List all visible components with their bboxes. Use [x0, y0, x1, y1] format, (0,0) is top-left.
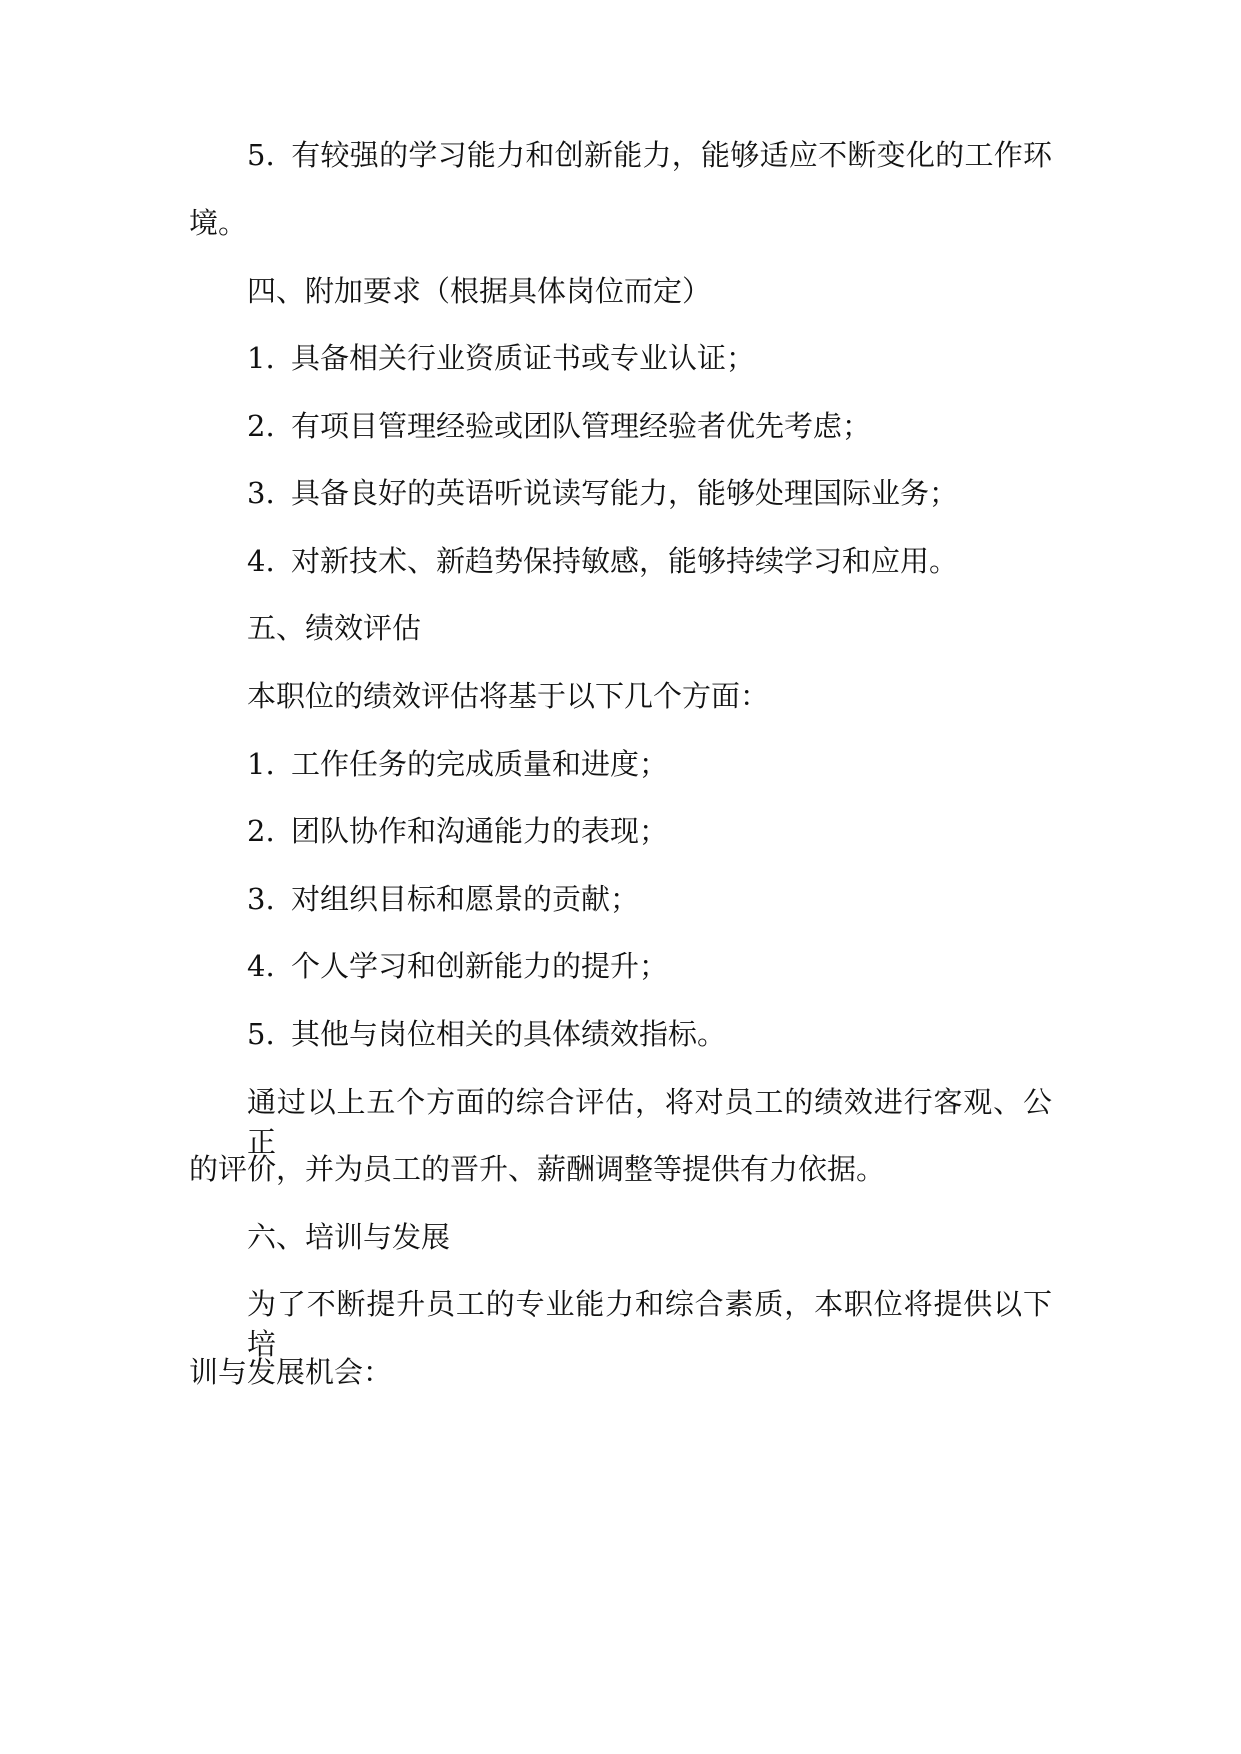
paragraph-continuation: 训与发展机会： — [189, 1355, 393, 1389]
paragraph-continuation: 境。 — [189, 206, 248, 240]
list-number: 1. — [247, 747, 275, 781]
paragraph-continuation: 的评价，并为员工的晋升、薪酬调整等提供有力依据。 — [189, 1152, 886, 1186]
list-number: 1. — [247, 341, 275, 375]
list-text: 具备良好的英语听说读写能力，能够处理国际业务； — [291, 476, 959, 510]
paragraph: 通过以上五个方面的综合评估，将对员工的绩效进行客观、公正 — [247, 1085, 1052, 1159]
list-text: 其他与岗位相关的具体绩效指标。 — [291, 1017, 727, 1051]
paragraph: 为了不断提升员工的专业能力和综合素质，本职位将提供以下培 — [247, 1287, 1052, 1361]
list-item — [247, 946, 668, 986]
list-text: 对组织目标和愿景的贡献； — [291, 882, 640, 916]
list-number: 4. — [247, 544, 275, 578]
paragraph: 本职位的绩效评估将基于以下几个方面： — [247, 679, 770, 713]
section-heading: 五、绩效评估 — [247, 611, 422, 645]
list-item — [247, 473, 958, 513]
list-number: 3. — [247, 476, 275, 510]
section-heading: 六、培训与发展 — [247, 1220, 451, 1254]
list-text: 工作任务的完成质量和进度； — [291, 747, 669, 781]
list-item — [247, 744, 668, 784]
list-item — [247, 811, 668, 851]
list-text: 对新技术、新趋势保持敏感，能够持续学习和应用。 — [291, 544, 959, 578]
list-text: 有项目管理经验或团队管理经验者优先考虑； — [291, 409, 872, 443]
list-text: 个人学习和创新能力的提升； — [291, 949, 669, 983]
list-text: 有较强的学习能力和创新能力，能够适应不断变化的工作环 — [291, 138, 1052, 172]
list-item — [247, 541, 958, 581]
list-number: 3. — [247, 882, 275, 916]
list-item — [247, 338, 755, 378]
list-number: 2. — [247, 409, 275, 443]
list-item — [247, 879, 639, 919]
list-text: 具备相关行业资质证书或专业认证； — [291, 341, 756, 375]
list-number: 4. — [247, 949, 275, 983]
list-text: 团队协作和沟通能力的表现； — [291, 814, 669, 848]
list-number: 2. — [247, 814, 275, 848]
section-heading: 四、附加要求（根据具体岗位而定） — [247, 274, 712, 308]
list-number: 5. — [247, 1017, 275, 1051]
list-number: 5. — [247, 138, 275, 172]
list-item — [247, 1014, 726, 1054]
list-item — [247, 135, 1052, 175]
list-item — [247, 406, 871, 446]
